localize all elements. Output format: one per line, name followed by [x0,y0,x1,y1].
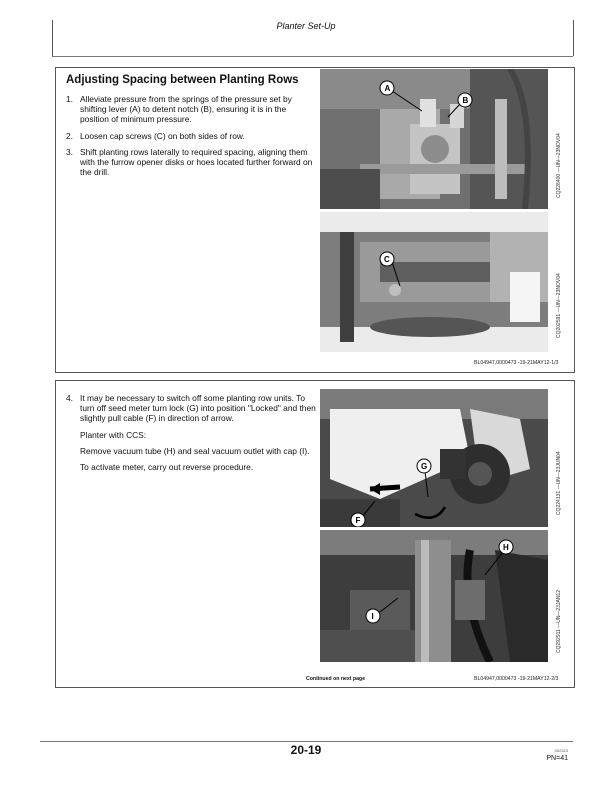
step-text: Shift planting rows laterally to required spacing, aligning them with the furrow opener disks or hoes located further forward on the drill. [80,146,313,178]
photo-code: CQ292911 —UN—23JAN12 [556,590,562,653]
pn-label: PN=41 [546,755,568,762]
callout-h: H [503,543,509,552]
callout-c: C [384,255,390,264]
instruction-text: Remove vacuum tube (H) and seal vacuum outlet with cap (I). [80,445,310,456]
photo-pressure-lever [320,69,548,209]
continued-note: Continued on next page [306,676,366,682]
step-number: 3. [66,146,73,157]
photo-seed-meter [320,389,548,527]
photo-code: CQ224131 —UN—23JUN04 [556,451,562,515]
callout-b: B [462,96,469,105]
page-number: 20-19 [290,743,322,757]
step-text: Loosen cap screws (C) on both sides of row. [80,130,245,141]
step-text: It may be necessary to switch off some planting row units. To turn off seed meter turn lock (G) into position "Locked" and then slightly pull cable (F) in direction of arrow. [80,393,316,424]
callout-a: A [384,84,391,93]
section-heading: Adjusting Spacing between Planting Rows [66,74,299,86]
page-header-title: Planter Set-Up [276,21,336,31]
section-switch-off-rows [55,380,575,688]
photo-code: CQ202591 —UN—23NOV04 [556,273,562,338]
callout-g: G [421,462,428,471]
footer-divider [40,741,573,742]
footer-code: 052323 [554,748,568,753]
step-text: Alleviate pressure from the springs of the pressure set by shifting lever (A) to detent notch (B), ensuring it is in the position of minimum pressure. [80,94,292,125]
step-2 [66,131,316,141]
photo-vacuum-tube [320,530,548,662]
reference-code: BL04947,0000473 -19-21MAY12-2/3 [474,676,559,682]
photo-cap-screws [320,212,548,352]
planter-ccs-label: Planter with CCS: [80,429,147,440]
header-divider [52,56,573,57]
steps-list [66,94,316,183]
step-number: 1. [66,94,73,104]
callout-f: F [355,516,361,525]
instruction-text: To activate meter, carry out reverse procedure. [80,462,254,473]
step-number: 2. [66,130,73,141]
step-4 [66,393,316,472]
section-adjusting-spacing [55,67,575,373]
step-number: 4. [66,393,73,403]
reference-code: BL04947,0000473 -19-21MAY12-1/3 [474,360,559,366]
photo-code: CQ228400 —UN—23NOV04 [556,133,562,198]
steps-list [66,393,316,478]
step-1 [66,94,316,125]
callout-i: I [371,612,374,621]
step-3 [66,147,316,178]
